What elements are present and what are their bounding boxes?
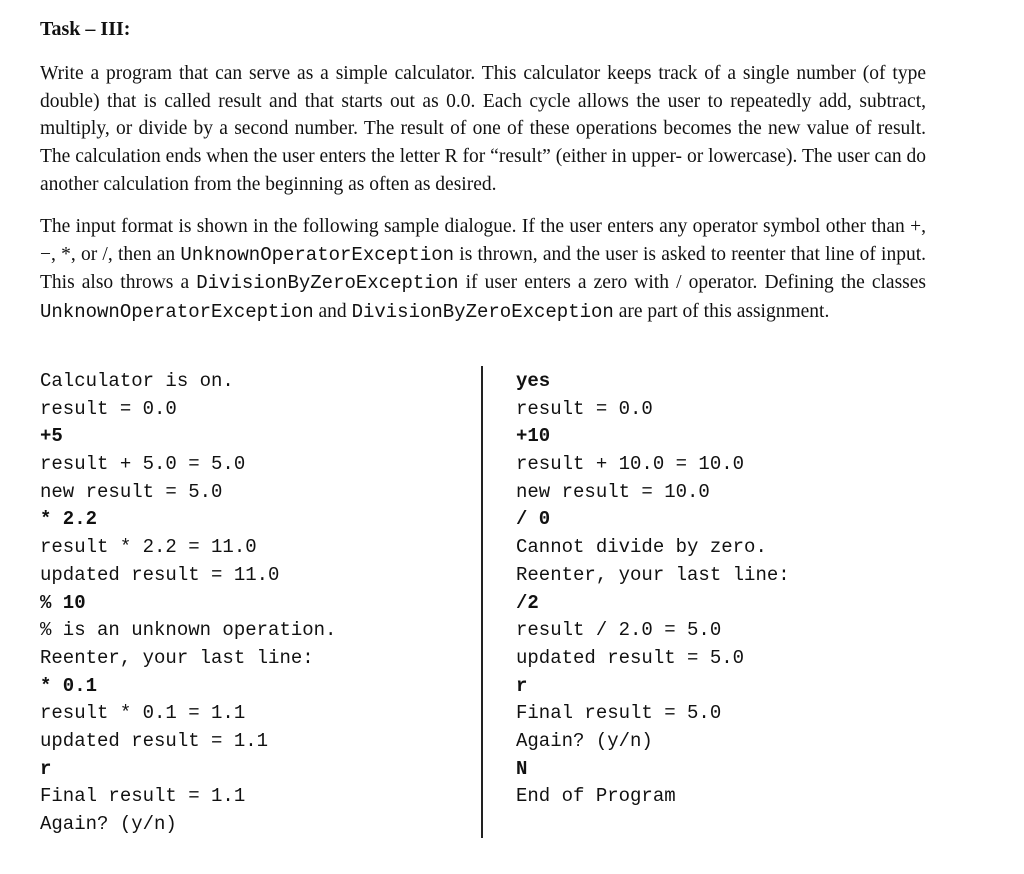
class-name-code: UnknownOperatorException	[180, 243, 455, 266]
dialogue-line: new result = 5.0	[40, 480, 223, 503]
user-input-line: r	[516, 674, 528, 697]
dialogue-line: result + 5.0 = 5.0	[40, 453, 246, 476]
dialogue-line: Reenter, your last line:	[40, 646, 314, 669]
task-heading: Task – III:	[40, 18, 131, 40]
sample-dialogue-left	[40, 368, 336, 839]
dialogue-line: End of Program	[516, 785, 676, 808]
user-input-line: % 10	[40, 591, 86, 614]
paragraph-text: is thrown, and the user is asked to reenter that line of input. This also throws a	[40, 243, 926, 294]
dialogue-line: result / 2.0 = 5.0	[516, 619, 722, 642]
paragraph-text: if user enters a zero with / operator. Defining the classes	[458, 272, 926, 294]
sample-dialogue-right	[516, 368, 790, 811]
dialogue-line: updated result = 5.0	[516, 646, 745, 669]
dialogue-line: Final result = 1.1	[40, 785, 246, 808]
dialogue-line: new result = 10.0	[516, 480, 710, 503]
class-name-code: UnknownOperatorException	[40, 301, 314, 324]
dialogue-line: Calculator is on.	[40, 370, 234, 392]
dialogue-line: Reenter, your last line:	[516, 563, 790, 586]
column-divider	[481, 366, 483, 838]
dialogue-line: Cannot divide by zero.	[516, 536, 767, 559]
dialogue-line: result = 0.0	[516, 397, 653, 420]
dialogue-line: result = 0.0	[40, 397, 177, 420]
user-input-line: /2	[516, 591, 539, 614]
user-input-line: / 0	[516, 508, 551, 531]
dialogue-line: % is an unknown operation.	[40, 619, 337, 642]
paragraph-text: The input format is shown in the following sample dialogue. If the user enters any operator symbol other than +, −, *, or /, then an	[40, 216, 926, 265]
user-input-line: yes	[516, 370, 551, 392]
class-name-code: DivisionByZeroException	[351, 301, 614, 324]
task-description-paragraph: Write a program that can serve as a simple calculator. This calculator keeps track of a single number (of type double) that is called result and that starts out as 0.0. Each cycle allows the user to repeatedly add, subtract, multiply, or divide by a second number. The result of one of these operations becomes the new value of result. The calculation ends when the user enters the letter R for “result” (either in upper- or lowercase). The user can do another calculation from the beginning as often as desired.	[40, 63, 926, 195]
dialogue-line: Again? (y/n)	[516, 729, 653, 752]
dialogue-line: updated result = 1.1	[40, 729, 269, 752]
user-input-line: * 2.2	[40, 508, 98, 531]
paragraph-text: are part of this assignment.	[613, 301, 830, 323]
class-name-code: DivisionByZeroException	[196, 272, 459, 295]
dialogue-line: updated result = 11.0	[40, 563, 280, 586]
dialogue-line: result + 10.0 = 10.0	[516, 453, 745, 476]
paragraph-text: and	[313, 301, 352, 323]
dialogue-line: result * 2.2 = 11.0	[40, 536, 257, 559]
user-input-line: +10	[516, 425, 551, 448]
dialogue-line: result * 0.1 = 1.1	[40, 702, 246, 725]
dialogue-line: Again? (y/n)	[40, 813, 177, 835]
user-input-line: N	[516, 757, 528, 780]
dialogue-line: Final result = 5.0	[516, 702, 722, 725]
user-input-line: r	[40, 757, 52, 780]
user-input-line: * 0.1	[40, 674, 98, 697]
user-input-line: +5	[40, 425, 63, 448]
document-page	[40, 18, 930, 835]
input-format-paragraph	[40, 213, 926, 327]
